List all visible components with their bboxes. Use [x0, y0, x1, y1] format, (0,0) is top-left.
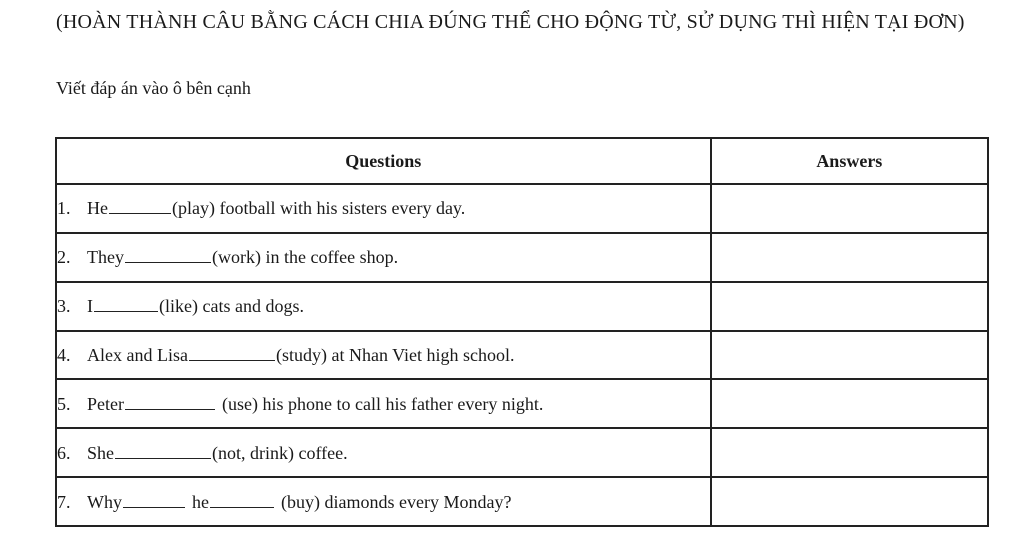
question-subject: They: [87, 247, 124, 268]
question-cell: [56, 233, 711, 282]
questions-header: Questions: [56, 138, 711, 184]
answers-header: Answers: [711, 138, 988, 184]
answer-cell[interactable]: [711, 477, 988, 526]
table-row: [56, 477, 988, 526]
question-cell: [56, 379, 711, 428]
question-cell: [56, 282, 711, 331]
question-number: 5.: [57, 393, 71, 414]
question-verb-phrase: (buy) diamonds every Monday?: [281, 491, 512, 512]
exercise-instruction: Viết đáp án vào ô bên cạnh: [56, 78, 251, 98]
table-header-row: [56, 138, 988, 184]
question-cell: [56, 428, 711, 477]
answer-cell[interactable]: [711, 379, 988, 428]
question-verb-phrase: (not, drink) coffee.: [212, 442, 348, 463]
fill-blank: [125, 393, 215, 410]
question-number: 7.: [57, 491, 71, 512]
question-middle-word: he: [192, 491, 209, 512]
table-row: [56, 379, 988, 428]
fill-blank: [109, 197, 171, 214]
question-verb-phrase: (use) his phone to call his father every night.: [221, 393, 544, 414]
table-row: [56, 428, 988, 477]
question-cell: [56, 184, 711, 233]
fill-blank: [125, 246, 211, 263]
question-verb-phrase: (study) at Nhan Viet high school.: [275, 344, 515, 365]
question-verb-phrase: (work) in the coffee shop.: [211, 247, 399, 268]
question-subject: I: [87, 296, 93, 317]
question-number: 6.: [57, 442, 71, 463]
question-number: 3.: [57, 296, 71, 317]
fill-blank: [123, 491, 185, 508]
question-number: 2.: [57, 247, 71, 268]
answer-cell[interactable]: [711, 428, 988, 477]
question-cell: [56, 477, 711, 526]
table-row: [56, 184, 988, 233]
question-number: 1.: [57, 198, 71, 219]
answer-cell[interactable]: [711, 184, 988, 233]
question-table: [55, 137, 989, 527]
fill-blank: [210, 491, 274, 508]
fill-blank: [189, 344, 275, 361]
question-number: 4.: [57, 344, 71, 365]
question-subject: Why: [87, 491, 122, 512]
fill-blank: [115, 442, 211, 459]
fill-blank: [94, 295, 158, 312]
question-verb-phrase: (like) cats and dogs.: [159, 296, 304, 317]
question-cell: [56, 331, 711, 380]
question-subject: Alex and Lisa: [87, 344, 188, 365]
answer-cell[interactable]: [711, 331, 988, 380]
question-subject: Peter: [87, 393, 124, 414]
question-verb-phrase: (play) football with his sisters every day.: [172, 198, 466, 219]
table-row: [56, 233, 988, 282]
answer-cell[interactable]: [711, 233, 988, 282]
question-subject: She: [87, 442, 114, 463]
answer-cell[interactable]: [711, 282, 988, 331]
table-row: [56, 282, 988, 331]
table-row: [56, 331, 988, 380]
exercise-heading: (HOÀN THÀNH CÂU BẰNG CÁCH CHIA ĐÚNG THỂ CHO ĐỘNG TỪ, SỬ DỤNG THÌ HIỆN TẠI ĐƠN): [56, 11, 965, 33]
question-subject: He: [87, 198, 108, 219]
